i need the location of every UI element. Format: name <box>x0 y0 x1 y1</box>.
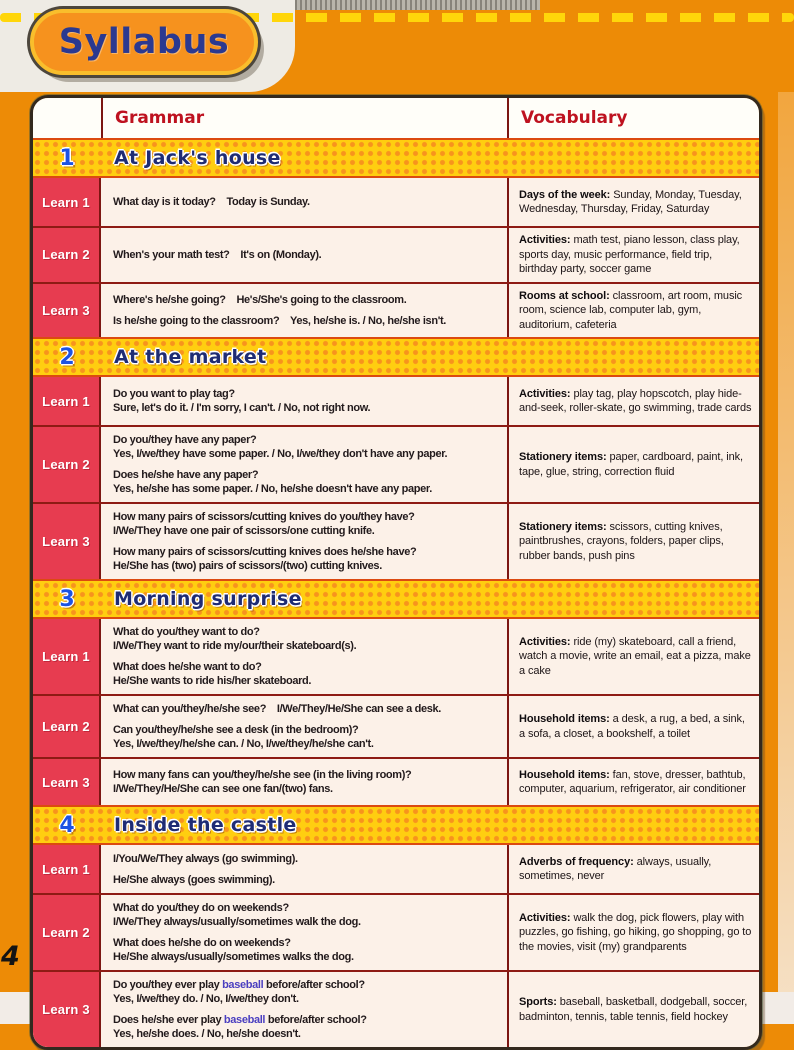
grammar-cell <box>101 972 507 1047</box>
grammar-paragraph <box>113 901 503 929</box>
vocabulary-cell <box>507 178 759 226</box>
vocabulary-items: walk the dog, pick flowers, play with puzzles, go fishing, go hiking, go shopping, go to the movies, visit (my) grandparents <box>519 911 752 953</box>
unit-title: Morning surprise <box>114 588 302 610</box>
vocabulary-text <box>519 387 753 416</box>
learn-label: Learn 1 <box>33 845 101 893</box>
table-row <box>33 845 759 893</box>
table-row <box>33 282 759 338</box>
grammar-line: Does he/she have any paper? <box>113 469 259 481</box>
grammar-cell <box>101 696 507 757</box>
grammar-paragraph <box>113 978 503 1006</box>
learn-label: Learn 2 <box>33 228 101 282</box>
grammar-cell <box>101 895 507 970</box>
learn-label: Learn 2 <box>33 895 101 970</box>
highlighted-word: baseball <box>222 979 264 991</box>
vocabulary-items: play tag, play hopscotch, play hide-and-seek, roller-skate, go swimming, trade cards <box>519 387 752 414</box>
learn-label: Learn 2 <box>33 696 101 757</box>
vocabulary-category-label: Stationery items: <box>519 520 610 533</box>
unit-title: At Jack's house <box>114 147 281 169</box>
grammar-cell <box>101 845 507 893</box>
grammar-line: How many pairs of scissors/cutting knives does he/she have? <box>113 546 417 558</box>
grammar-line: Yes, he/she has some paper. / No, he/she doesn't have any paper. <box>113 483 432 495</box>
vocabulary-items: baseball, basketball, dodgeball, soccer, badminton, tennis, table tennis, field hockey <box>519 996 748 1023</box>
table-row <box>33 178 759 226</box>
grammar-paragraph <box>113 702 503 716</box>
grammar-cell <box>101 759 507 805</box>
unit-band <box>33 579 759 619</box>
table-row <box>33 757 759 805</box>
vocabulary-category-label: Household items: <box>519 768 613 781</box>
grammar-line: I/We/They want to ride my/our/their skateboard(s). <box>113 640 357 652</box>
grammar-line: I/We/They/He/She can see one fan/(two) fans. <box>113 783 333 795</box>
learn-label: Learn 1 <box>33 178 101 226</box>
grammar-line: Do you/they have any paper? <box>113 434 257 446</box>
grammar-cell <box>101 228 507 282</box>
vocabulary-category-label: Rooms at school: <box>519 289 613 302</box>
grammar-line: What day is it today? Today is Sunday. <box>113 196 310 208</box>
grammar-cell <box>101 427 507 502</box>
vocabulary-cell <box>507 427 759 502</box>
grammar-line: He/She has (two) pairs of scissors/(two) cutting knives. <box>113 560 382 572</box>
unit-title: Inside the castle <box>114 814 297 836</box>
table-row <box>33 226 759 282</box>
grammar-paragraph <box>113 873 503 887</box>
vocabulary-items: ride (my) skateboard, call a friend, watch a movie, write an email, eat a pizza, make a cake <box>519 635 751 677</box>
highlighted-word: baseball <box>223 1014 266 1026</box>
page-number: 4 <box>1 941 20 972</box>
unit-number: 1 <box>59 145 75 171</box>
vocabulary-items: paper, cardboard, paint, ink, tape, glue, string, correction fluid <box>519 451 743 478</box>
grammar-cell <box>101 619 507 694</box>
grammar-paragraph <box>113 768 503 796</box>
unit-band <box>33 138 759 178</box>
vocabulary-cell <box>507 619 759 694</box>
table-row <box>33 694 759 757</box>
grammar-line: Can you/they/he/she see a desk (in the bedroom)? <box>113 724 359 736</box>
unit-band <box>33 337 759 377</box>
grammar-line: He/She always/usually/sometimes walks the dog. <box>113 951 354 963</box>
learn-label: Learn 2 <box>33 427 101 502</box>
unit-title: At the market <box>114 346 267 368</box>
vocabulary-category-label: Activities: <box>519 911 574 924</box>
learn-label: Learn 1 <box>33 619 101 694</box>
page-title: Syllabus <box>58 22 230 62</box>
table-row <box>33 425 759 502</box>
vocabulary-cell <box>507 972 759 1047</box>
vocabulary-category-label: Activities: <box>519 635 574 648</box>
vocabulary-category-label: Days of the week: <box>519 188 614 201</box>
grammar-line: Yes, I/we/they have some paper. / No, I/we/they don't have any paper. <box>113 448 448 460</box>
grammar-paragraph <box>113 314 503 328</box>
grammar-line: How many pairs of scissors/cutting knives do you/they have? <box>113 511 415 523</box>
vocabulary-text <box>519 450 753 479</box>
grammar-cell <box>101 284 507 338</box>
syllabus-table <box>30 95 762 1050</box>
vocabulary-items: scissors, cutting knives, paintbrushes, crayons, folders, paper clips, rubber bands, push pins <box>519 520 724 562</box>
table-row <box>33 893 759 970</box>
grammar-line: Do you/they ever play baseball before/after school? <box>113 979 365 991</box>
grammar-line: When's your math test? It's on (Monday). <box>113 248 322 261</box>
grammar-paragraph <box>113 852 503 866</box>
vocabulary-category-label: Activities: <box>519 234 574 246</box>
grammar-line: How many fans can you/they/he/she see (in the living room)? <box>113 769 412 781</box>
page-edge-right <box>778 92 794 1024</box>
grammar-paragraph <box>113 660 503 688</box>
grammar-cell <box>101 377 507 425</box>
vocabulary-items: math test, piano lesson, class play, sports day, music performance, field trip, birthday party, soccer game <box>519 234 740 275</box>
grammar-line: What do you/they want to do? <box>113 626 260 638</box>
vocabulary-items: always, usually, sometimes, never <box>519 855 712 882</box>
grammar-line: I/We/They have one pair of scissors/one cutting knife. <box>113 525 375 537</box>
grammar-line: What can you/they/he/she see? I/We/They/He/She can see a desk. <box>113 703 441 715</box>
vocabulary-category-label: Activities: <box>519 387 574 400</box>
grammar-paragraph <box>113 248 503 262</box>
unit-band <box>33 805 759 845</box>
grammar-line: I/You/We/They always (go swimming). <box>113 852 298 865</box>
grammar-line: Yes, he/she does. / No, he/she doesn't. <box>113 1028 301 1040</box>
grammar-line: Yes, I/we/they do. / No, I/we/they don't. <box>113 993 299 1005</box>
learn-label: Learn 1 <box>33 377 101 425</box>
grammar-line: Do you want to play tag? <box>113 388 235 400</box>
vocabulary-cell <box>507 228 759 282</box>
grammar-line: What do you/they do on weekends? <box>113 902 289 914</box>
grammar-paragraph <box>113 723 503 751</box>
grammar-paragraph <box>113 545 503 573</box>
grammar-paragraph <box>113 433 503 461</box>
grammar-line: What does he/she do on weekends? <box>113 937 291 949</box>
grammar-paragraph <box>113 936 503 964</box>
grammar-paragraph <box>113 510 503 538</box>
vocabulary-text <box>519 233 753 277</box>
vocabulary-text <box>519 855 753 884</box>
grammar-line: He/She always (goes swimming). <box>113 873 275 886</box>
grammar-cell <box>101 178 507 226</box>
learn-label: Learn 3 <box>33 284 101 338</box>
vocabulary-category-label: Sports: <box>519 996 560 1008</box>
table-row <box>33 970 759 1047</box>
vocabulary-text <box>519 635 753 679</box>
table-row <box>33 377 759 425</box>
vocabulary-text <box>519 768 753 797</box>
vocabulary-text <box>519 520 753 564</box>
table-header-row <box>33 98 759 138</box>
grammar-paragraph <box>113 293 503 307</box>
vocabulary-text <box>519 995 753 1024</box>
vocabulary-text <box>519 911 753 955</box>
grammar-column-header: Grammar <box>101 98 507 138</box>
vocabulary-items: Sunday, Monday, Tuesday, Wednesday, Thursday, Friday, Saturday <box>519 188 742 215</box>
grammar-line: Yes, I/we/they/he/she can. / No, I/we/they/he/she can't. <box>113 738 374 750</box>
learn-label: Learn 3 <box>33 972 101 1047</box>
learn-label: Learn 3 <box>33 504 101 579</box>
learn-label: Learn 3 <box>33 759 101 805</box>
vocabulary-cell <box>507 377 759 425</box>
vocabulary-category-label: Household items: <box>519 713 613 725</box>
grammar-paragraph <box>113 468 503 496</box>
vocabulary-column-header: Vocabulary <box>507 98 759 138</box>
syllabus-banner <box>30 9 258 75</box>
grammar-line: I/We/They always/usually/sometimes walk the dog. <box>113 916 361 928</box>
table-header-spacer <box>33 98 101 138</box>
grammar-line: Is he/she going to the classroom? Yes, he/she is. / No, he/she isn't. <box>113 314 446 327</box>
units-container <box>33 138 759 1047</box>
vocabulary-items: fan, stove, dresser, bathtub, computer, aquarium, refrigerator, air conditioner <box>519 768 746 795</box>
grammar-line: What does he/she want to do? <box>113 661 262 673</box>
unit-number: 4 <box>59 812 75 838</box>
grammar-line: He/She wants to ride his/her skateboard. <box>113 675 312 687</box>
table-row <box>33 502 759 579</box>
vocabulary-cell <box>507 696 759 757</box>
vocabulary-cell <box>507 845 759 893</box>
vocabulary-cell <box>507 759 759 805</box>
grammar-line: Where's he/she going? He's/She's going to the classroom. <box>113 293 407 306</box>
vocabulary-category-label: Stationery items: <box>519 451 610 463</box>
grammar-paragraph <box>113 387 503 415</box>
grammar-paragraph <box>113 625 503 653</box>
vocabulary-text <box>519 289 753 333</box>
grammar-paragraph <box>113 1013 503 1041</box>
unit-number: 3 <box>59 586 75 612</box>
table-row <box>33 619 759 694</box>
vocabulary-items: a desk, a rug, a bed, a sink, a sofa, a closet, a bookshelf, a toilet <box>519 713 745 740</box>
grammar-line: Does he/she ever play baseball before/after school? <box>113 1014 367 1026</box>
unit-number: 2 <box>59 344 75 370</box>
grammar-paragraph <box>113 195 503 209</box>
vocabulary-cell <box>507 284 759 338</box>
vocabulary-cell <box>507 895 759 970</box>
vocabulary-text <box>519 188 753 217</box>
vocabulary-cell <box>507 504 759 579</box>
grammar-cell <box>101 504 507 579</box>
vocabulary-text <box>519 712 753 741</box>
vocabulary-items: classroom, art room, music room, science lab, computer lab, gym, auditorium, cafeteria <box>519 289 743 331</box>
grammar-line: Sure, let's do it. / I'm sorry, I can't. / No, not right now. <box>113 402 371 414</box>
vocabulary-category-label: Adverbs of frequency: <box>519 855 637 868</box>
